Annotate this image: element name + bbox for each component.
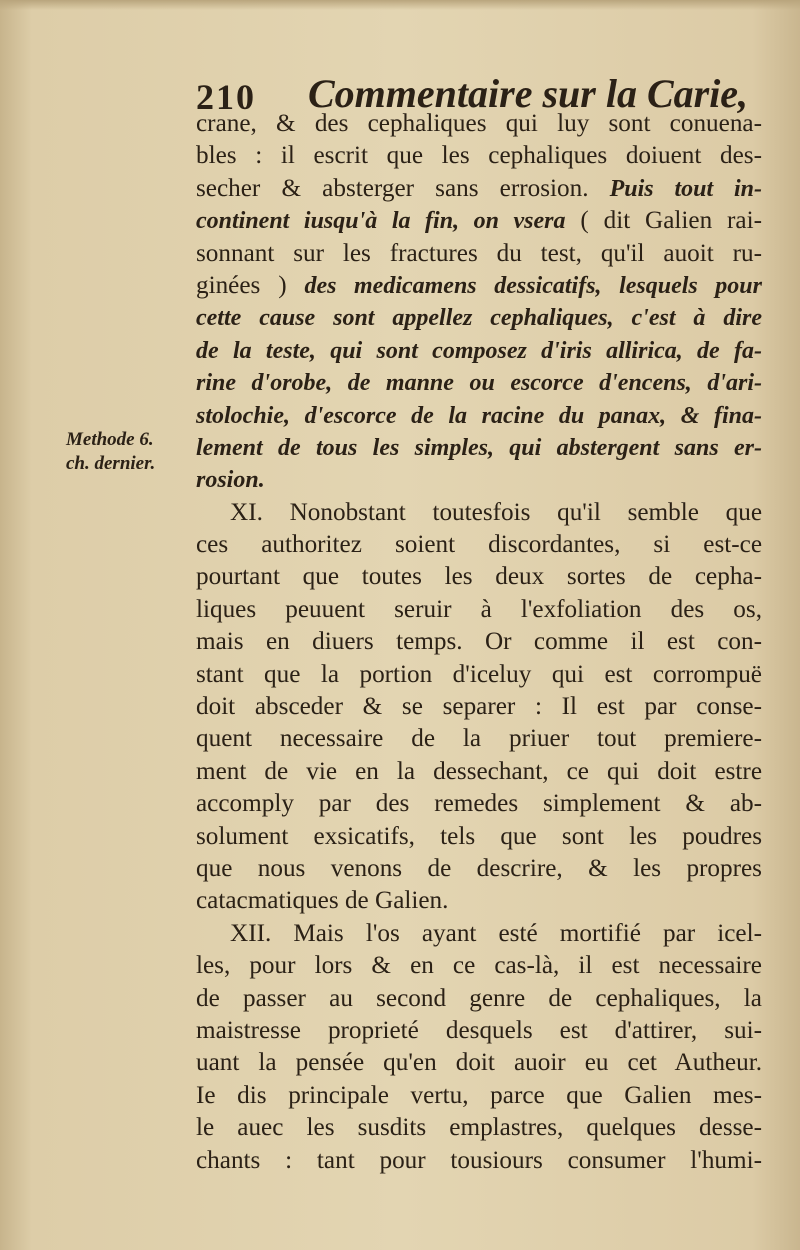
text-line: uant la pensée qu'en doit auoir eu cet Autheur. <box>196 1049 762 1077</box>
margin-note <box>66 428 186 476</box>
text-line <box>196 173 762 205</box>
text-line: XII. Mais l'os ayant esté mortifié par icel- <box>230 919 762 947</box>
text-line: catacmatiques de Galien. <box>196 887 449 915</box>
text-line: maistresse proprieté desquels est d'attirer, sui- <box>196 1016 762 1044</box>
text-line: chants : tant pour tousiours consumer l'humi- <box>196 1146 762 1174</box>
text-line: ces authoritez soient discordantes, si est-ce <box>196 531 762 559</box>
roman-run: ( dit Galien rai- <box>565 207 762 235</box>
text-line: doit absceder & se separer : Il est par conse- <box>196 693 762 721</box>
text-line: pourtant que toutes les deux sortes de cepha- <box>196 563 762 591</box>
text-line: ment de vie en la dessechant, ce qui doit estre <box>196 757 762 785</box>
text-line: stolochie, d'escorce de la racine du panax, & fina- <box>196 402 762 429</box>
text-line: accomply par des remedes simplement & ab- <box>196 790 762 818</box>
text-line: de la teste, qui sont composez d'iris allirica, de fa- <box>196 337 762 364</box>
roman-run: secher & absterger sans errosion. <box>196 174 610 202</box>
text-line: mais en diuers temps. Or comme il est con- <box>196 628 762 656</box>
text-line: cette cause sont appellez cephaliques, c'est à dire <box>196 305 762 332</box>
page-edge-shadow <box>0 0 800 10</box>
italic-run: Puis tout in- <box>609 175 762 202</box>
text-line: XI. Nonobstant toutesfois qu'il semble que <box>230 498 762 526</box>
text-line: stant que la portion d'iceluy qui est corrompuë <box>196 660 762 688</box>
page-number: 210 <box>196 77 256 117</box>
text-line: lement de tous les simples, qui abstergent sans er- <box>196 434 762 461</box>
text-line: rine d'orobe, de manne ou escorce d'encens, d'ari- <box>196 370 762 397</box>
italic-run: continent iusqu'à la fin, on vsera <box>196 208 566 235</box>
text-line: de passer au second genre de cephaliques, la <box>196 984 762 1012</box>
margin-note-line: Methode 6. <box>66 429 154 450</box>
italic-run: des medicamens dessicatifs, lesquels pour <box>304 272 762 299</box>
text-line: sonnant sur les fractures du test, qu'il auoit ru- <box>196 239 762 267</box>
text-line: Ie dis principale vertu, parce que Galien mes- <box>196 1081 762 1109</box>
text-line: les, pour lors & en ce cas-là, il est necessaire <box>196 952 762 980</box>
text-line: liques peuuent seruir à l'exfoliation des os, <box>196 595 762 623</box>
text-line <box>196 205 762 237</box>
body-text <box>196 108 762 1177</box>
running-title: Commentaire sur la Carie, <box>308 71 749 116</box>
text-line: le auec les susdits emplastres, quelques desse- <box>196 1114 762 1142</box>
text-line: solument exsicatifs, tels que sont les poudres <box>196 822 762 850</box>
text-line: bles : il escrit que les cephaliques doiuent des- <box>196 142 762 170</box>
text-line: rosion. <box>196 467 265 494</box>
text-line: crane, & des cephaliques qui luy sont conuena- <box>196 110 762 137</box>
text-line: quent necessaire de la priuer tout premiere- <box>196 725 762 753</box>
text-line <box>196 270 762 302</box>
roman-run: ginées ) <box>196 271 305 299</box>
margin-note-line: ch. dernier. <box>66 453 156 474</box>
text-line: que nous venons de descrire, & les propres <box>196 854 762 882</box>
